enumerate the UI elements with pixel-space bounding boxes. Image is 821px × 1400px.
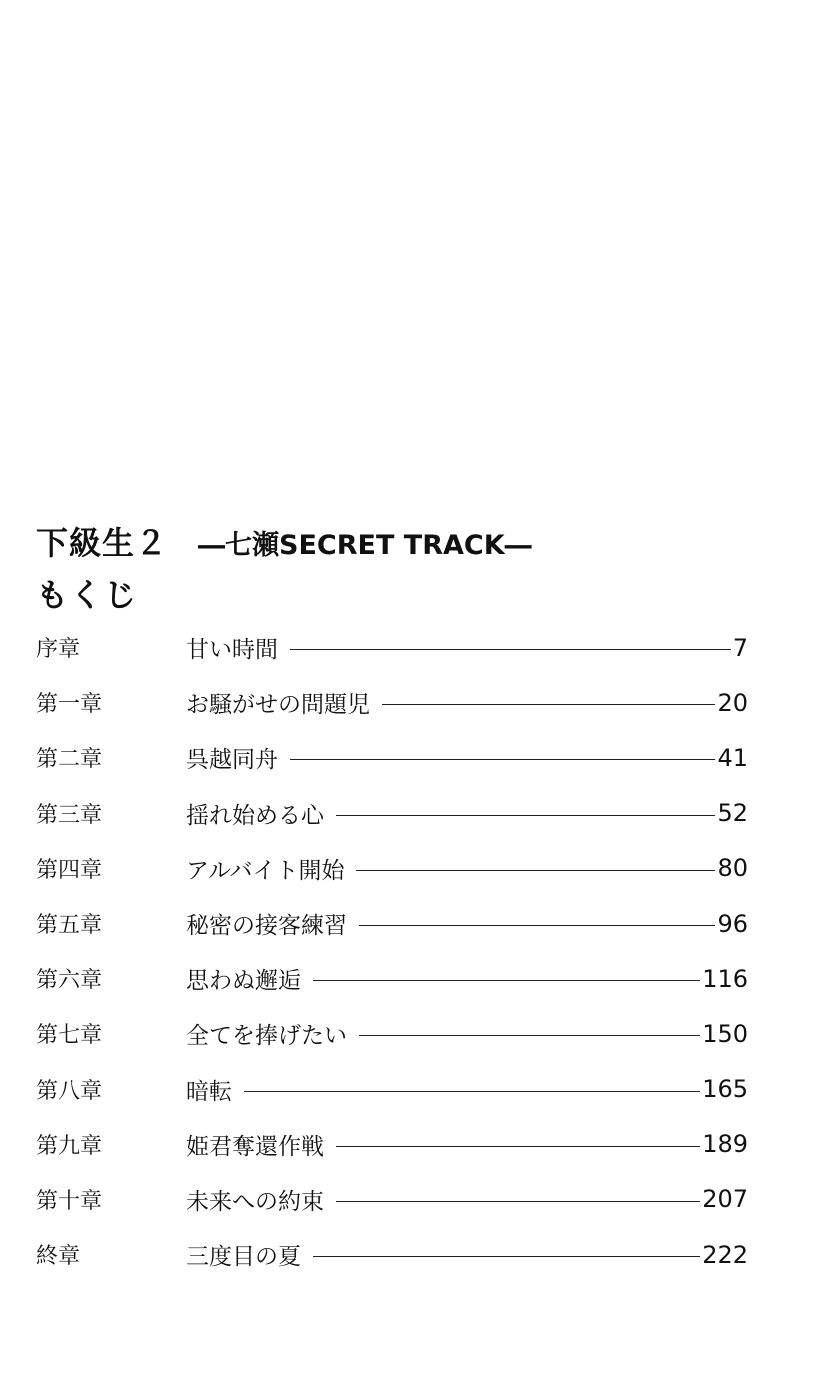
toc-row [36,951,748,1006]
toc-row [36,896,748,951]
page-number: 52 [717,799,748,828]
chapter-number: 第一章 [36,692,103,718]
toc-heading: もくじ [36,576,139,614]
page-number: 165 [702,1075,748,1104]
page-number: 20 [717,688,748,717]
chapter-number: 第九章 [36,1133,103,1159]
page-number: 80 [717,854,748,883]
chapter-number: 第三章 [36,802,103,828]
page-number: 116 [702,964,748,993]
page-number: 7 [732,633,748,662]
page-number: 96 [717,909,748,938]
chapter-title: アルバイト開始 [186,857,345,884]
chapter-number: 第五章 [36,913,103,939]
leader-line [356,870,715,871]
table-of-contents [36,620,748,1282]
chapter-number: 第八章 [36,1078,103,1104]
toc-row [36,786,748,841]
chapter-title: 全てを捧げたい [186,1023,347,1050]
book-title: 下級生２ [36,524,169,562]
chapter-title: 三度目の夏 [186,1244,301,1271]
book-subtitle: ―七瀬SECRET TRACK― [198,530,532,561]
chapter-number: 終章 [36,1244,81,1270]
toc-row [36,730,748,785]
page-number: 222 [702,1240,748,1269]
chapter-title: 揺れ始める心 [186,802,324,829]
page-number: 189 [702,1130,748,1159]
toc-row [36,1227,748,1282]
chapter-title: 思わぬ邂逅 [186,968,301,995]
chapter-title: お騒がせの問題児 [186,692,370,719]
chapter-title: 秘密の接客練習 [186,913,347,940]
chapter-number: 第四章 [36,857,103,883]
leader-line [313,1256,700,1257]
leader-line [359,1035,700,1036]
title-line [36,518,796,566]
chapter-title: 甘い時間 [186,637,278,664]
page-number: 150 [702,1019,748,1048]
chapter-title: 呉越同舟 [186,747,278,774]
chapter-number: 序章 [36,637,81,663]
leader-line [336,1201,700,1202]
toc-row [36,841,748,896]
toc-row [36,675,748,730]
leader-line [336,1146,700,1147]
chapter-number: 第十章 [36,1188,103,1214]
page-number: 207 [702,1185,748,1214]
chapter-title: 姫君奪還作戦 [186,1133,324,1160]
chapter-number: 第七章 [36,1023,103,1049]
leader-line [359,925,715,926]
leader-line [382,704,715,705]
leader-line [290,649,731,650]
leader-line [290,759,715,760]
toc-row [36,1062,748,1117]
chapter-number: 第六章 [36,968,103,994]
toc-row [36,1006,748,1061]
page-header [36,518,796,616]
chapter-title: 暗転 [186,1078,232,1105]
toc-row [36,1117,748,1172]
chapter-title: 未来への約束 [186,1188,324,1215]
toc-row [36,1172,748,1227]
leader-line [336,815,715,816]
leader-line [313,980,700,981]
chapter-number: 第二章 [36,747,103,773]
toc-row [36,620,748,675]
page-number: 41 [717,743,748,772]
leader-line [244,1091,700,1092]
